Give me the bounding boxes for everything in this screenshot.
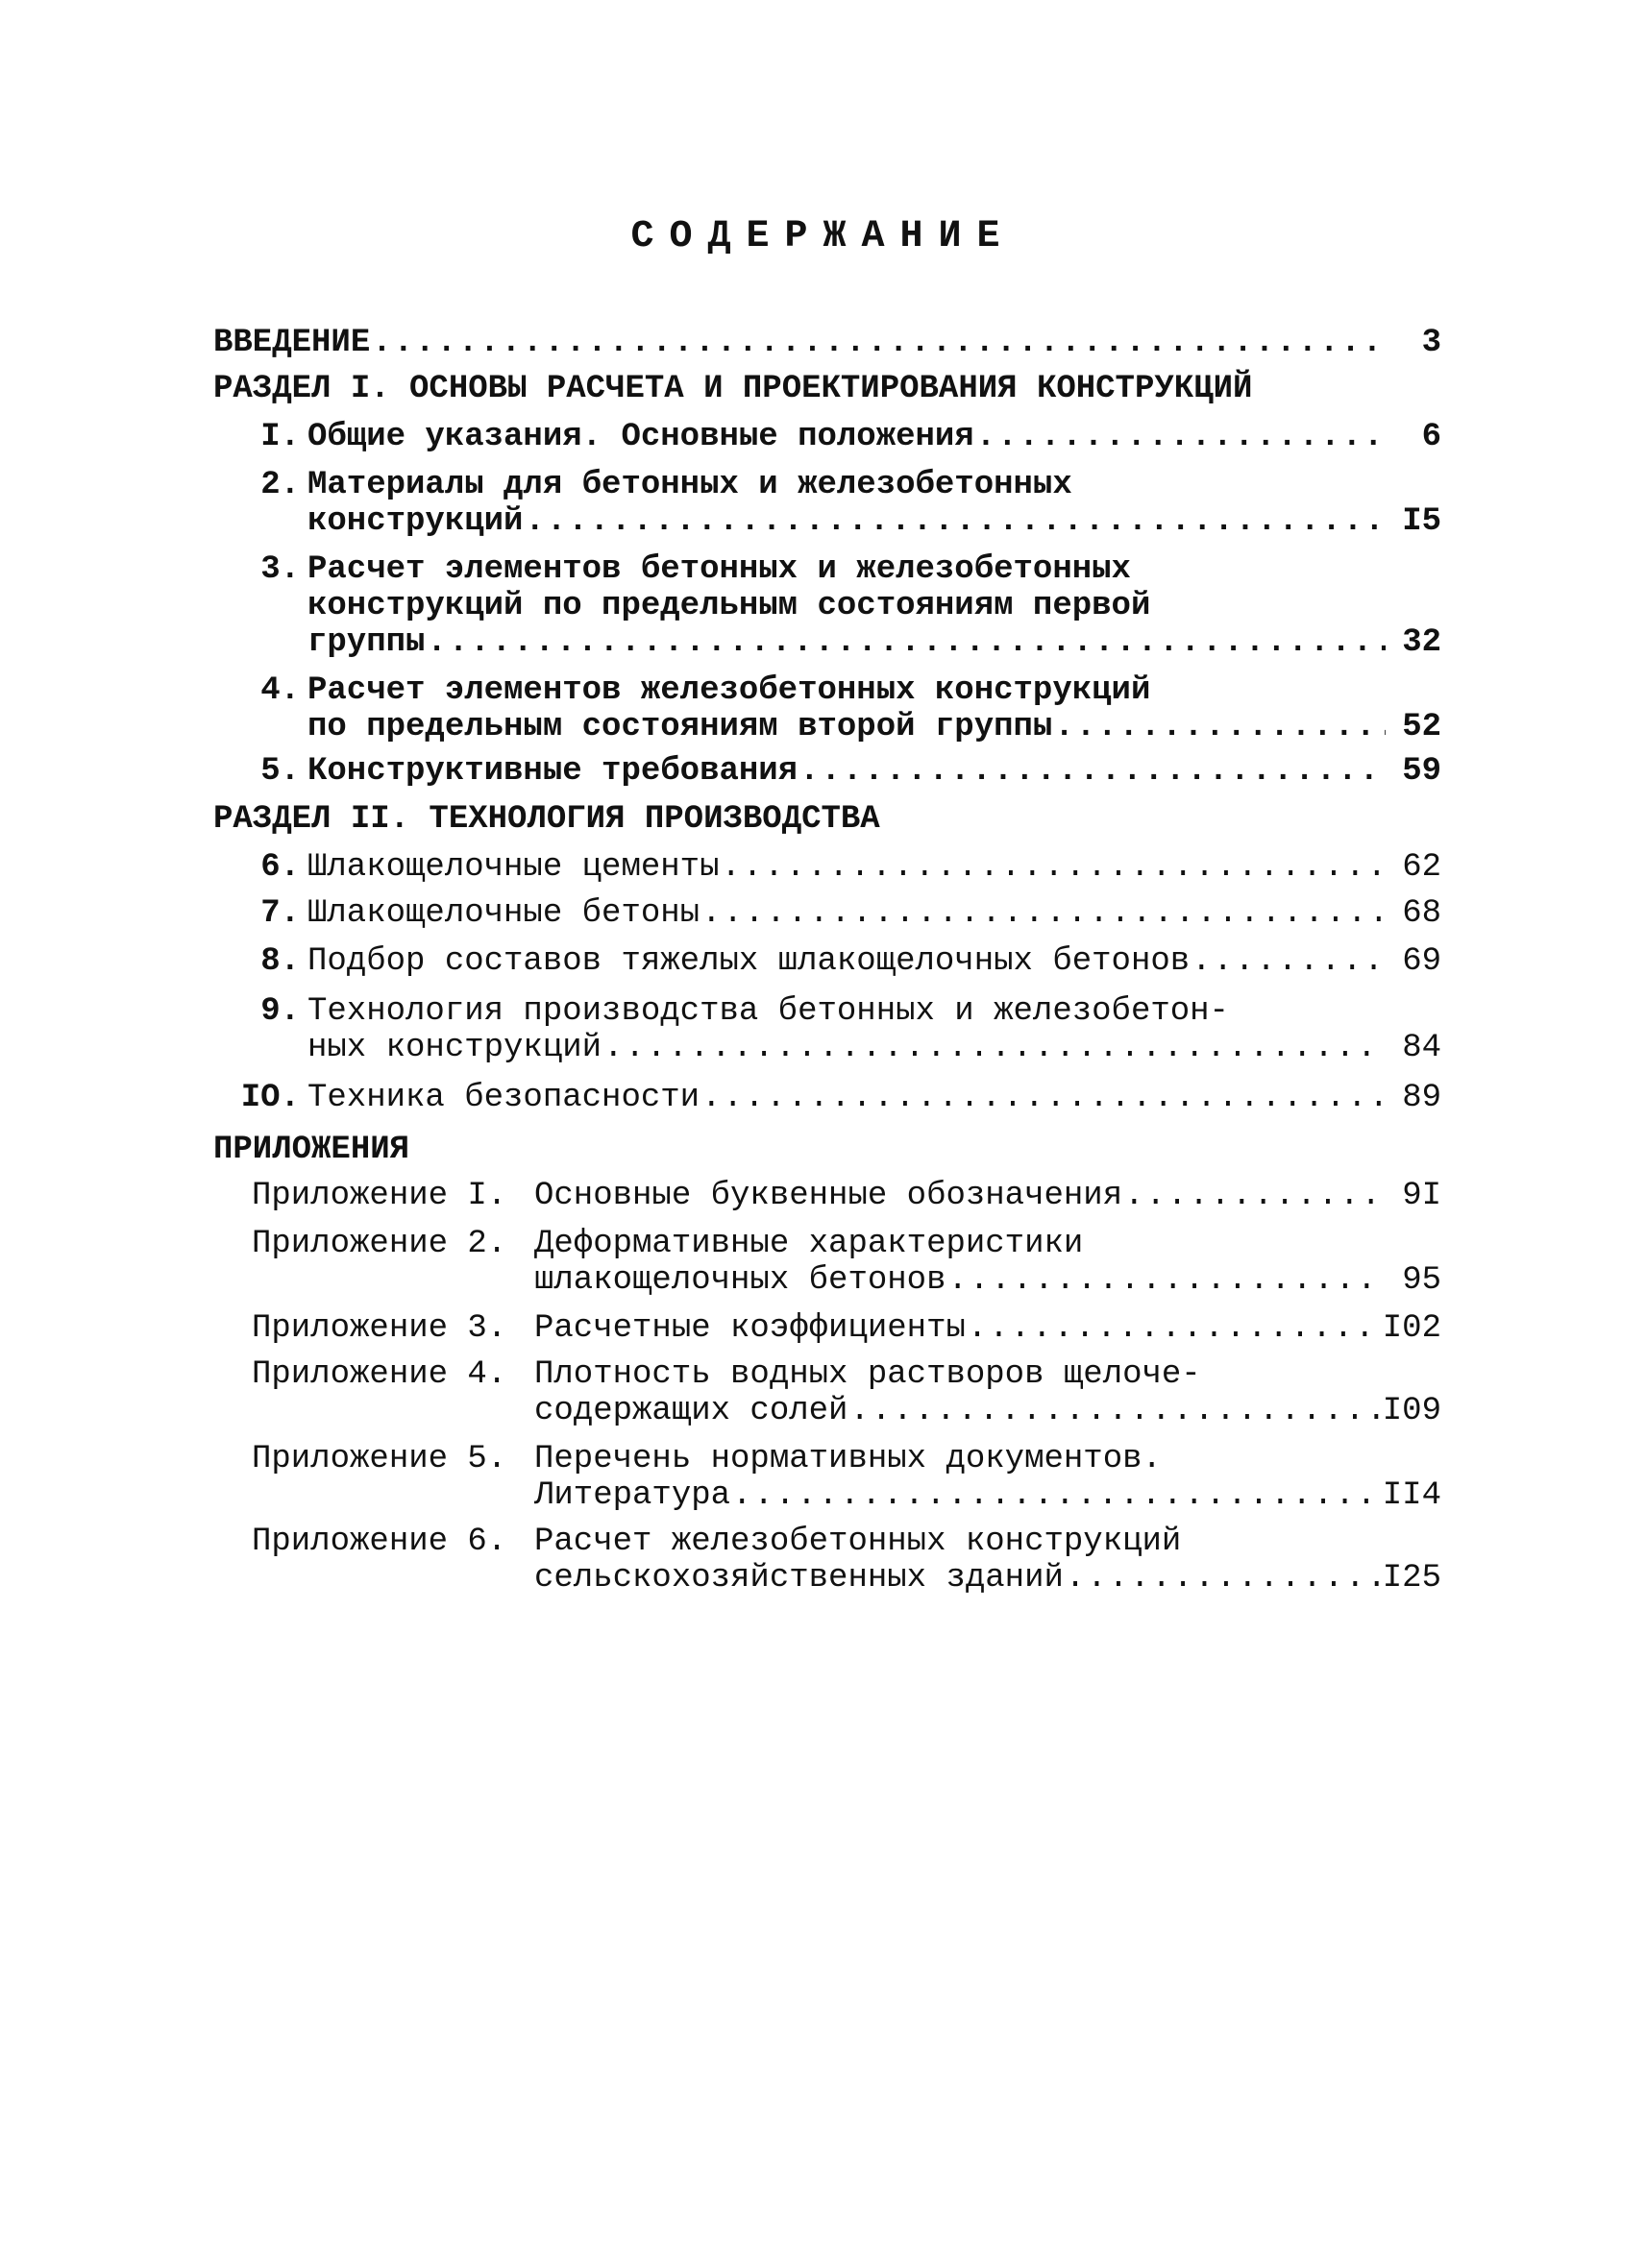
appendix-label: Приложение 6. (252, 1524, 507, 1560)
leader-dots (849, 1393, 1380, 1429)
entry-text: группы (307, 624, 426, 661)
leader-dots (525, 503, 1386, 540)
item-number: 3. (260, 551, 300, 588)
page-number: I25 (1382, 1560, 1441, 1597)
appendix-entry (534, 1356, 1441, 1429)
section-heading: РАЗДЕЛ I. ОСНОВЫ РАСЧЕТА И ПРОЕКТИРОВАНИЯ КОНСТРУКЦИЙ (213, 371, 1253, 407)
leader-dots (1124, 1178, 1386, 1214)
item-number: 2. (260, 467, 300, 503)
toc-entry (307, 672, 1441, 745)
entry-text: Подбор составов тяжелых шлакощелочных бетонов (307, 943, 1191, 980)
entry-text: Плотность водных растворов щелоче- (534, 1356, 1201, 1393)
entry-text: Конструктивные требования (307, 753, 798, 790)
entry-text: Перечень нормативных документов. (534, 1441, 1162, 1477)
page-number: 32 (1402, 624, 1441, 661)
leader-dots (701, 1080, 1386, 1116)
page-number: I5 (1402, 503, 1441, 540)
entry-text: Литература (534, 1477, 731, 1514)
leader-dots (968, 1310, 1381, 1347)
appendix-entry (534, 1441, 1441, 1514)
toc-entry (307, 895, 1441, 932)
entry-text: Деформативные характеристики (534, 1226, 1084, 1262)
appendix-label: Приложение 5. (252, 1441, 507, 1477)
item-number: IO. (240, 1080, 300, 1116)
item-number: 8. (260, 943, 300, 980)
leader-dots (701, 895, 1386, 932)
entry-text: Материалы для бетонных и железобетонных (307, 467, 1072, 503)
toc-entry (307, 753, 1441, 790)
appendix-label: Приложение 2. (252, 1226, 507, 1262)
entry-text: Техника безопасности (307, 1080, 700, 1116)
entry-text: конструкций по предельным состояниям первой (307, 588, 1151, 624)
entry-text: шлакощелочных бетонов (534, 1262, 946, 1299)
toc-entry (307, 467, 1441, 540)
entry-text: Общие указания. Основные положения (307, 419, 974, 455)
page-number: 95 (1402, 1262, 1441, 1299)
entry-text: ных конструкций (307, 1030, 602, 1066)
appendix-label: Приложение I. (252, 1178, 507, 1214)
page-number: 52 (1402, 709, 1441, 745)
page-number: 59 (1402, 753, 1441, 790)
appendices-heading: ПРИЛОЖЕНИЯ (213, 1132, 410, 1168)
leader-dots (1054, 709, 1386, 745)
page-number: II4 (1382, 1477, 1441, 1514)
intro-label: ВВЕДЕНИЕ (213, 325, 371, 361)
page-number: 9I (1402, 1178, 1441, 1214)
leader-dots (372, 325, 1386, 361)
page-number: 69 (1402, 943, 1441, 980)
toc-entry-intro (213, 325, 1441, 361)
item-number: 6. (260, 849, 300, 886)
entry-text: содержащих солей (534, 1393, 848, 1429)
entry-text: по предельным состояниям второй группы (307, 709, 1053, 745)
entry-text: конструкций (307, 503, 524, 540)
page-number: I09 (1382, 1393, 1441, 1429)
appendix-entry (534, 1178, 1441, 1214)
leader-dots (1066, 1560, 1381, 1597)
appendix-label: Приложение 3. (252, 1310, 507, 1347)
toc-entry (307, 943, 1441, 980)
toc-entry (307, 419, 1441, 455)
entry-text: Шлакощелочные бетоны (307, 895, 700, 932)
entry-text: Расчет элементов бетонных и железобетонных (307, 551, 1131, 588)
toc-entry (307, 1080, 1441, 1116)
page-number: 89 (1402, 1080, 1441, 1116)
leader-dots (721, 849, 1386, 886)
item-number: 5. (260, 753, 300, 790)
item-number: 4. (260, 672, 300, 709)
appendix-entry (534, 1524, 1441, 1597)
appendix-entry (534, 1310, 1441, 1347)
page-number: I02 (1382, 1310, 1441, 1347)
page-number: 62 (1402, 849, 1441, 886)
leader-dots (799, 753, 1386, 790)
entry-text: Технология производства бетонных и железобетон- (307, 993, 1229, 1030)
section-heading: РАЗДЕЛ II. ТЕХНОЛОГИЯ ПРОИЗВОДСТВА (213, 801, 880, 838)
appendix-label: Приложение 4. (252, 1356, 507, 1393)
leader-dots (1192, 943, 1386, 980)
entry-text: Расчет элементов железобетонных конструкций (307, 672, 1151, 709)
entry-text: Расчет железобетонных конструкций (534, 1524, 1182, 1560)
item-number: 9. (260, 993, 300, 1030)
entry-text: Шлакощелочные цементы (307, 849, 720, 886)
entry-text: сельскохозяйственных зданий (534, 1560, 1064, 1597)
leader-dots (427, 624, 1386, 661)
leader-dots (732, 1477, 1381, 1514)
page-number: 84 (1402, 1030, 1441, 1066)
page-title: СОДЕРЖАНИЕ (630, 215, 1016, 258)
page-number: 68 (1402, 895, 1441, 932)
item-number: I. (260, 419, 300, 455)
toc-entry (307, 551, 1441, 661)
leader-dots (947, 1262, 1386, 1299)
entry-text: Основные буквенные обозначения (534, 1178, 1123, 1214)
item-number: 7. (260, 895, 300, 932)
appendix-entry (534, 1226, 1441, 1299)
page-number: 3 (1421, 325, 1441, 361)
page-number: 6 (1421, 419, 1441, 455)
leader-dots (603, 1030, 1386, 1066)
leader-dots (976, 419, 1386, 455)
entry-text: Расчетные коэффициенты (534, 1310, 966, 1347)
toc-entry (307, 993, 1441, 1066)
toc-entry (307, 849, 1441, 886)
